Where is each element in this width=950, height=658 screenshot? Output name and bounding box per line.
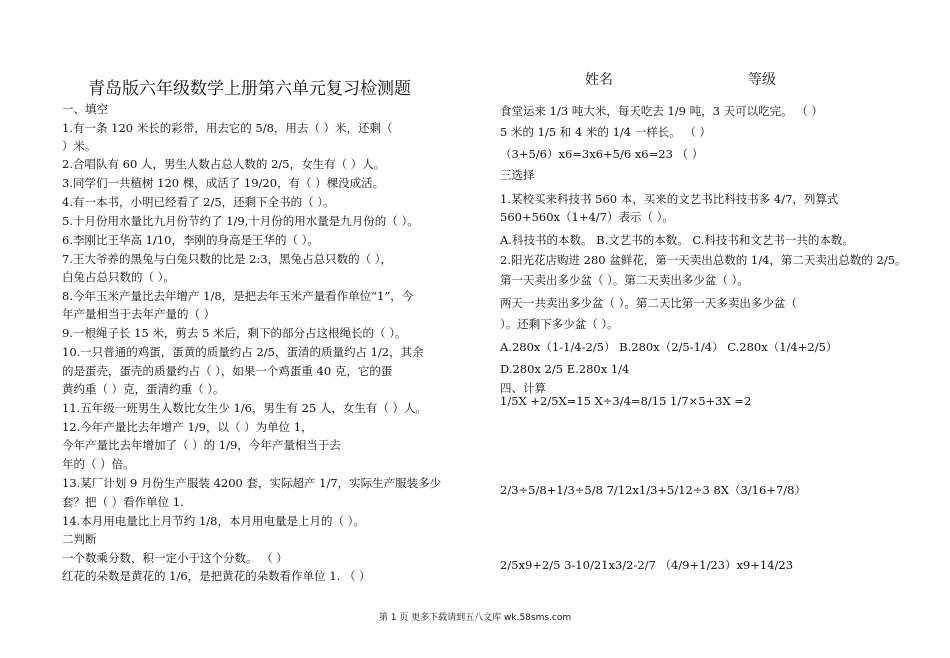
page-title: 青岛版六年级数学上册第六单元复习检测题 xyxy=(88,79,411,99)
right-line: 四、计算 xyxy=(500,381,546,395)
right-line: 食堂运来 1/3 吨大米，每天吃去 1/9 吨，3 天可以吃完。 （ ） xyxy=(500,104,823,118)
left-line: 6.李刚比王华高 1/10，李刚的身高是王华的（ ）。 xyxy=(62,233,319,247)
left-line: 黄约重（ ）克，蛋清约重（ ）。 xyxy=(62,382,225,396)
left-line: 套？把（ ）看作单位 1. xyxy=(62,495,184,509)
left-line: 7.王大爷养的黑兔与白兔只数的比是 2:3，黑兔占总只数的（ ）， xyxy=(62,252,393,266)
right-line: 第一天卖出多少盆（ ）。第二天卖出多少盆（ ）。 xyxy=(500,273,749,287)
left-line: 5.十月份用水量比九月份节约了 1/9,十月份的用水量是九月份的（ ）。 xyxy=(62,214,419,228)
right-line: 两天一共卖出多少盆（ ）。第二天比第一天多卖出多少盆（ xyxy=(500,296,797,310)
left-line: 3.同学们一共植树 120 棵，成活了 19/20，有（ ）棵没成活。 xyxy=(62,176,385,190)
right-line: D.280x 2/5 E.280x 1/4 xyxy=(500,362,630,376)
left-line: 红花的朵数是黄花的 1/6，是把黄花的朵数看作单位 1. （ ） xyxy=(62,569,371,583)
page-footer: 第 1 页 更多下载请到五八文库 wk.58sms.com xyxy=(378,613,572,623)
right-line: 560+560x（1+4/7）表示（ ）。 xyxy=(500,210,674,224)
left-line: 9.一根绳子长 15 米，剪去 5 米后，剩下的部分占这根绳长的（ ）。 xyxy=(62,326,407,340)
right-line: ）。还剩下多少盆（ ）。 xyxy=(500,317,619,331)
left-line: 11.五年级一班男生人数比女生少 1/6，男生有 25 人，女生有（ ）人。 xyxy=(62,401,428,415)
left-line: 4.有一本书，小明已经看了 2/5，还剩下全书的（ ）。 xyxy=(62,195,335,209)
left-line: 14.本月用电量比上月节约 1/8，本月用电量是上月的（ ）。 xyxy=(62,514,365,528)
left-line: 一、填空 xyxy=(62,102,108,116)
left-line: 1.有一条 120 米长的彩带，用去它的 5/8，用去（ ）米，还剩（ xyxy=(62,121,393,135)
left-line: 一个数乘分数，积一定小于这个分数。 （ ） xyxy=(62,551,288,565)
right-line: 1.某校买来科技书 560 本，买来的文艺书比科技书多 4/7，列算式 xyxy=(500,192,839,206)
right-line: 1/5X +2/5X=15 X÷3/4=8/15 1/7×5+3X =2 xyxy=(500,394,752,408)
right-line: 2/5x9+2/5 3-10/21x3/2-2/7 （4/9+1/23）x9+14/23 xyxy=(500,558,794,572)
right-line: A.280x（1-1/4-2/5） B.280x（2/5-1/4） C.280x（1/4+2/5） xyxy=(500,340,838,354)
right-line: 三选择 xyxy=(500,168,535,182)
left-line: 年产量相当于去年产量的（ ） xyxy=(62,307,216,321)
right-line: 2/3÷5/8+1/3÷5/8 7/12x1/3+5/12÷3 8X（3/16+7/8） xyxy=(500,483,806,497)
right-line: （3+5/6）x6=3x6+5/6 x6=23 （ ） xyxy=(500,147,704,161)
right-line: 5 米的 1/5 和 4 米的 1/4 一样长。 （ ） xyxy=(500,125,712,139)
left-line: 8.今年玉米产量比去年增产 1/8，是把去年玉米产量看作单位“1”，今 xyxy=(62,289,414,303)
left-line: 10.一只普通的鸡蛋，蛋黄的质量约占 2/5，蛋清的质量约占 1/2，其余 xyxy=(62,345,424,359)
left-line: 今年产量比去年增加了（ ）的 1/9，今年产量相当于去 xyxy=(62,438,341,452)
left-line: 二判断 xyxy=(62,532,97,546)
left-line: 的是蛋壳，蛋壳的质量约占（ ），如果一个鸡蛋重 40 克，它的蛋 xyxy=(62,364,393,378)
left-line: ）米。 xyxy=(62,139,97,153)
grade-label: 等级 xyxy=(748,72,776,88)
left-line: 12.今年产量比去年增产 1/9，以（ ）为单位 1， xyxy=(62,420,313,434)
right-line: A.科技书的本数。 B.文艺书的本数。 C.科技书和文艺书一共的本数。 xyxy=(500,233,854,247)
left-line: 2.合唱队有 60 人，男生人数占总人数的 2/5，女生有（ ）人。 xyxy=(62,157,386,171)
left-line: 年的（ ）倍。 xyxy=(62,457,135,471)
left-line: 白兔占总只数的（ ）。 xyxy=(62,270,175,284)
left-line: 13.某厂计划 9 月份生产服装 4200 套，实际超产 1/7，实际生产服装多少 xyxy=(62,476,442,490)
right-line: 2.阳光花店购进 280 盆鲜花，第一天卖出总数的 1/4，第二天卖出总数的 2/5。 xyxy=(500,253,907,267)
name-label: 姓名 xyxy=(585,72,613,88)
